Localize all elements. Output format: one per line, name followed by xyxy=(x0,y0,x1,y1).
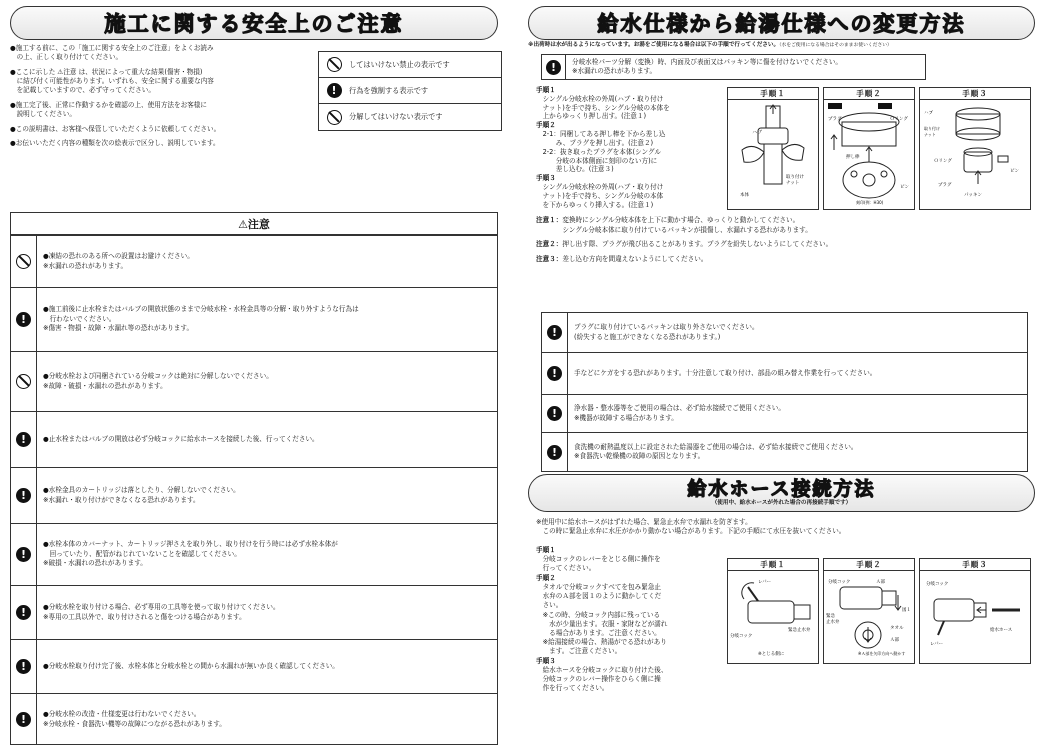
caution-text: 行わないでください。 xyxy=(43,314,116,323)
intro-line: ●施工する前に、この「施工に関する安全上のご注意」をよくお読み xyxy=(10,44,214,52)
step-text: 2-1：同梱してある押し棒を下から差し込 xyxy=(536,130,666,139)
steps-hot-water xyxy=(536,86,670,210)
fig-label-nut2: ナット xyxy=(786,181,800,186)
fig-label-close: ※とじる側に xyxy=(758,652,785,657)
caution-text: ※故障・破損・水漏れの恐れがあります。 xyxy=(43,381,167,390)
caution-text: ●止水栓またはバルブの開放は必ず分岐コックに給水ホースを接続した後、行ってください。 xyxy=(43,434,319,443)
legend-row xyxy=(319,52,501,78)
legend-row xyxy=(319,78,501,104)
mandatory-icon: ! xyxy=(547,445,562,460)
step-heading: 手順１ xyxy=(536,546,556,554)
fig-label-lever: レバー xyxy=(758,580,772,585)
caution-row xyxy=(11,693,497,745)
mandatory-icon: ! xyxy=(16,605,31,620)
mandatory-icon: ! xyxy=(547,366,562,381)
fig-label-oring: Ｏリング xyxy=(890,117,908,122)
valve-release-illustration xyxy=(824,571,914,663)
caution-row xyxy=(11,235,497,287)
step-text: シングル分岐水栓の外周(ハブ・取り付け xyxy=(536,183,664,192)
caution-table xyxy=(10,212,498,745)
caution-text: ●分岐水栓を取り付ける場合、必ず専用の工具等を使って取り付けてください。 xyxy=(43,603,280,612)
mandatory-icon: ! xyxy=(16,488,31,503)
hot-water-note xyxy=(528,42,892,50)
warning-row xyxy=(542,433,1027,471)
caution-text: ●水栓本体のカバーナット、カートリッジ押さえを取り外し、取り付けを行う時には必ず水栓本体が xyxy=(43,540,338,549)
step-text: 上からゆっくり押し出す。(注意１) xyxy=(536,112,647,121)
hand-faucet-illustration xyxy=(728,100,818,210)
step-text: 水が少量出ます。衣服・家財などが濡れ xyxy=(536,619,668,628)
step-text: る場合があります。ご注意ください。 xyxy=(536,628,661,637)
note-heading: 注意３： xyxy=(536,254,563,263)
symbol-legend xyxy=(318,51,502,131)
warning-row xyxy=(542,313,1027,353)
step-text: ます。ご注意ください。 xyxy=(536,647,622,656)
fig-label-nut: 取り付け xyxy=(924,126,940,131)
safety-title: 施工に関する安全上のご注意 xyxy=(104,12,404,36)
hose-connect-illustration xyxy=(920,571,1030,663)
step-text: 差し込む。(注意３) xyxy=(536,165,614,174)
fig-label-plug: プラグ xyxy=(828,117,842,122)
warning-row xyxy=(542,395,1027,433)
caution-text: ※水漏れ・取り付けができなくなる恐れがあります。 xyxy=(43,495,200,504)
warnings-table xyxy=(541,312,1028,472)
step-text: み、プラグを押し出す。(注意２) xyxy=(536,138,654,147)
figure-heading: 手順２ xyxy=(824,559,914,571)
fig-label-valve: 緊急止水弁 xyxy=(788,628,811,633)
no-disassembly-icon xyxy=(16,374,31,389)
notes-block xyxy=(536,216,832,264)
legend-label: してはいけない禁止の表示です xyxy=(349,59,450,69)
hose-title-banner xyxy=(528,474,1035,512)
fig-label-lever: レバー xyxy=(930,642,944,647)
fig-label-towel: タオル xyxy=(890,626,904,631)
warning-row xyxy=(542,353,1027,395)
fig-label-cock: 分岐コック xyxy=(828,580,851,585)
fig-label-a2: Ａ部 xyxy=(890,638,899,643)
intro-line: の上、正しく取り付けてください。 xyxy=(10,53,123,62)
fig-label-nut: 取り付け xyxy=(786,175,804,180)
step-heading: 手順２ xyxy=(536,573,556,582)
mandatory-icon: ! xyxy=(16,712,31,727)
fig-label-pin: ピン xyxy=(1010,169,1019,174)
note-heading: 注意２： xyxy=(536,240,563,249)
figure-step-1 xyxy=(727,87,819,210)
hot-water-title: 給水仕様から給湯仕様への変更方法 xyxy=(597,12,966,36)
figure-step-3 xyxy=(919,87,1031,210)
step-heading: 手順３ xyxy=(536,174,556,183)
intro-line: 説明してください。 xyxy=(10,110,76,119)
fig-label-hub: ハブ xyxy=(924,111,933,116)
step-text: ナット)を手で持ち、シングル分岐の本体を xyxy=(536,103,670,112)
figure-heading: 手順３ xyxy=(920,559,1030,571)
figure-heading: 手順１ xyxy=(728,559,818,571)
caution-text: ●分岐水栓および同梱されている分岐コックは絶対に分解しないでください。 xyxy=(43,372,273,381)
fig-label-nut2: ナット xyxy=(924,132,936,137)
mandatory-icon: ! xyxy=(327,83,342,98)
figure-heading: 手順２ xyxy=(824,88,914,100)
warning-text: プラグに取り付けているパッキンは取り外さないでください。 xyxy=(574,323,759,332)
fig-label-valve2: 止水弁 xyxy=(826,620,840,625)
caution-text: ●施工前後に止水栓またはバルブの開放状態のままで分岐水栓・水栓金具等の分解・取り外すような行為は xyxy=(43,305,359,314)
hose-subtitle: （使用中、給水ホースが外れた場合の再接続手順です） xyxy=(711,500,852,507)
warning-text: ※機器が故障する場合があります。 xyxy=(574,413,678,422)
fig-label-rod: 押し棒 xyxy=(846,155,860,160)
caution-text: ●分岐水栓取り付け完了後、水栓本体と分岐水栓との間から水漏れが無いか良く確認してください。 xyxy=(43,661,339,670)
safety-title-banner xyxy=(10,6,498,40)
step-text: 2-2：抜き取ったプラグを本体(シングル xyxy=(536,147,661,156)
step-text: 分岐の本体側面に刻印のない方)に xyxy=(536,156,658,165)
step-heading: 手順１ xyxy=(536,86,556,94)
step-text: ※給湯接続の場合、熱湯がでる恐れがあり xyxy=(536,638,667,647)
reassembly-illustration xyxy=(920,100,1030,210)
step-text: 給水ホースを分岐コックに取り付けた後、 xyxy=(536,665,668,674)
prohibition-icon xyxy=(16,254,31,269)
note-heading: 注意１： xyxy=(536,216,563,224)
intro-line: ●お伝いいただく内容の種類を次の絵表示で区分し、説明しています。 xyxy=(10,138,220,147)
warning-text: 分岐水栓パーツ分解（変換）時、内面及び表面又はパッキン等に傷を付けないでください。 xyxy=(572,57,843,66)
note-text: ※出荷時は水が出るようになっています。お湯をご使用になる場合は以下の手順で行ってください。 xyxy=(528,42,780,48)
caution-text: ●水栓金具のカートリッジは落としたり、分解しないでください。 xyxy=(43,486,240,495)
intro-line: を記載していますので、必ず守ってください。 xyxy=(10,86,155,95)
warning-text: ※水漏れの恐れがあります。 xyxy=(572,67,657,75)
step-text: 行ってください。 xyxy=(536,564,596,573)
figure-step-2 xyxy=(823,87,915,210)
step-text: 作を行ってください。 xyxy=(536,684,609,693)
warning-text: 手などにケガをする恐れがあります。十分注意して取り付け、部品の組み替え作業を行ってください。 xyxy=(574,368,877,377)
warning-text: ※食器洗い乾燥機の故障の原因となります。 xyxy=(574,452,705,460)
figure-heading: 手順３ xyxy=(920,88,1030,100)
mandatory-icon: ! xyxy=(547,406,562,421)
caution-row xyxy=(11,639,497,693)
caution-row xyxy=(11,585,497,639)
figure-hose-step-3 xyxy=(919,558,1031,664)
mandatory-icon: ! xyxy=(16,312,31,327)
fig-label-cock: 分岐コック xyxy=(730,634,753,639)
caution-text: ※水漏れの恐れがあります。 xyxy=(43,261,128,270)
legend-row xyxy=(319,104,501,130)
mandatory-icon: ! xyxy=(16,659,31,674)
fig-label-cock: 分岐コック xyxy=(926,582,949,587)
step-text: を下からゆっくり挿入する。(注意１) xyxy=(536,200,654,209)
caution-text: ※分岐水栓・食器洗い機等の故障につながる恐れがあります。 xyxy=(43,719,226,728)
caution-header: ⚠注意 xyxy=(11,213,497,235)
step-text: 水弁のＡ部を図１のように動かしてくだ xyxy=(536,592,662,601)
step-text: シングル分岐水栓の外周(ハブ・取り付け xyxy=(536,94,664,103)
fig-label-plug: プラグ xyxy=(938,183,952,188)
intro-line: ●この説明書は、お客様へ保管していただくように依頼してください。 xyxy=(10,124,221,133)
figure-hose-step-2 xyxy=(823,558,915,664)
fig-label-hub: ハブ xyxy=(752,130,763,136)
caution-row xyxy=(11,523,497,585)
no-disassembly-icon xyxy=(327,110,342,125)
note-text: 押し出す際、プラグが飛び出ることがあります。プラグを紛失しないようにしてください。 xyxy=(562,240,833,249)
warning-text: 浄水器・整水器等をご使用の場合は、必ず給水接続でご使用ください。 xyxy=(574,404,785,413)
mandatory-icon: ! xyxy=(16,432,31,447)
figure-heading: 手順１ xyxy=(728,88,818,100)
fig-label-pin: ピン xyxy=(900,185,909,190)
step-heading: 手順３ xyxy=(536,656,556,665)
fig-label-body: 本体 xyxy=(740,193,749,198)
hose-title: 給水ホース接続方法 xyxy=(687,478,876,501)
step-heading: 手順２ xyxy=(536,121,556,130)
intro-line: ●施工完了後、正常に作動するかを確認の上、使用方法をお客様に xyxy=(10,100,207,109)
step-text: さい。 xyxy=(536,601,563,610)
caution-text: ●凍結の恐れのある所への設置はお避けください。 xyxy=(43,252,194,261)
fig-label-hose: 給水ホース xyxy=(990,628,1013,633)
note-text: 変換時にシングル分岐本体を上下に動かす場合、ゆっくりと動かしてください。 xyxy=(562,216,800,224)
note-text: この時に緊急止水弁に水圧がかかり動かない場合があります。下記の手順にて水圧を抜いてください。 xyxy=(536,527,846,536)
safety-intro xyxy=(10,44,310,148)
step-text: 分岐コックのレバーをとじる側に操作を xyxy=(536,555,661,564)
top-warning-box xyxy=(541,54,926,80)
step-text: ナット)を手で持ち、シングル分岐の本体 xyxy=(536,191,664,200)
intro-line: ●ここに示した ⚠注意 は、状況によって重大な結果(傷害・物損) xyxy=(10,67,203,76)
legend-label: 分解してはいけない表示です xyxy=(349,112,443,121)
fig-label-kokuin: 刻印(例：H30) xyxy=(856,200,884,205)
caution-text: ※破損・水漏れの恐れがあります。 xyxy=(43,559,147,568)
step-text: タオルで分岐コックすべてを包み緊急止 xyxy=(536,582,662,591)
mandatory-icon: ! xyxy=(547,325,562,340)
hot-water-title-banner xyxy=(528,6,1035,40)
fig-label-move: ※Ａ部を矢印方向へ動かす xyxy=(858,651,906,656)
intro-line: に結び付く可能性があります。いずれも、安全に関する重要な内容 xyxy=(10,77,214,86)
steps-hose xyxy=(536,546,667,694)
step-text: 分岐コックのレバー操作をひらく側に操 xyxy=(536,675,661,684)
warning-text: (紛失すると施工ができなくなる恐れがあります。) xyxy=(574,332,721,341)
warning-text: 食洗機の耐熱温度以上に設定された給湯器をご使用の場合は、必ず給水接続でご使用ください。 xyxy=(574,442,858,451)
plug-swap-illustration xyxy=(824,100,914,210)
caution-row xyxy=(11,351,497,411)
note-text-sub: （水をご使用になる場合はそのままお使いください） xyxy=(779,43,892,48)
caution-text: ●分岐水栓の改造・仕様変更は行わないでください。 xyxy=(43,710,201,719)
hose-note xyxy=(536,518,845,537)
figure-hose-step-1 xyxy=(727,558,819,664)
mandatory-icon: ! xyxy=(16,547,31,562)
note-text: 差し込む方向を間違えないようにしてください。 xyxy=(562,254,708,263)
fig-label-packing: パッキン xyxy=(964,193,982,198)
fig-label-oring: Ｏリング xyxy=(934,159,952,164)
note-text: シングル分岐本体に取り付けているパッキンが損傷し、水漏れする恐れがあります。 xyxy=(536,225,812,234)
step-text: ※この時、分岐コック内部に残っている xyxy=(536,610,661,619)
caution-text: 回っていたり、配管がねじれていないことを確認してください。 xyxy=(43,549,241,558)
caution-row xyxy=(11,411,497,467)
mandatory-icon: ! xyxy=(546,60,561,75)
fig-label-a: Ａ部 xyxy=(876,580,885,585)
caution-text: ※傷害・物損・故障・水漏れ等の恐れがあります。 xyxy=(43,324,194,333)
note-text: ※使用中に給水ホースがはずれた場合、緊急止水弁で水漏れを防ぎます。 xyxy=(536,518,752,526)
caution-text: ※専用の工具以外で、取り付けされると傷をつける場合があります。 xyxy=(43,612,246,621)
caution-row xyxy=(11,287,497,351)
caution-row xyxy=(11,467,497,523)
close-lever-illustration xyxy=(728,571,818,663)
prohibition-icon xyxy=(327,57,342,72)
fig-label-fig1: 図１ xyxy=(902,608,911,613)
fig-label-valve: 緊急 xyxy=(826,614,835,619)
legend-label: 行為を強制する表示です xyxy=(349,85,429,95)
